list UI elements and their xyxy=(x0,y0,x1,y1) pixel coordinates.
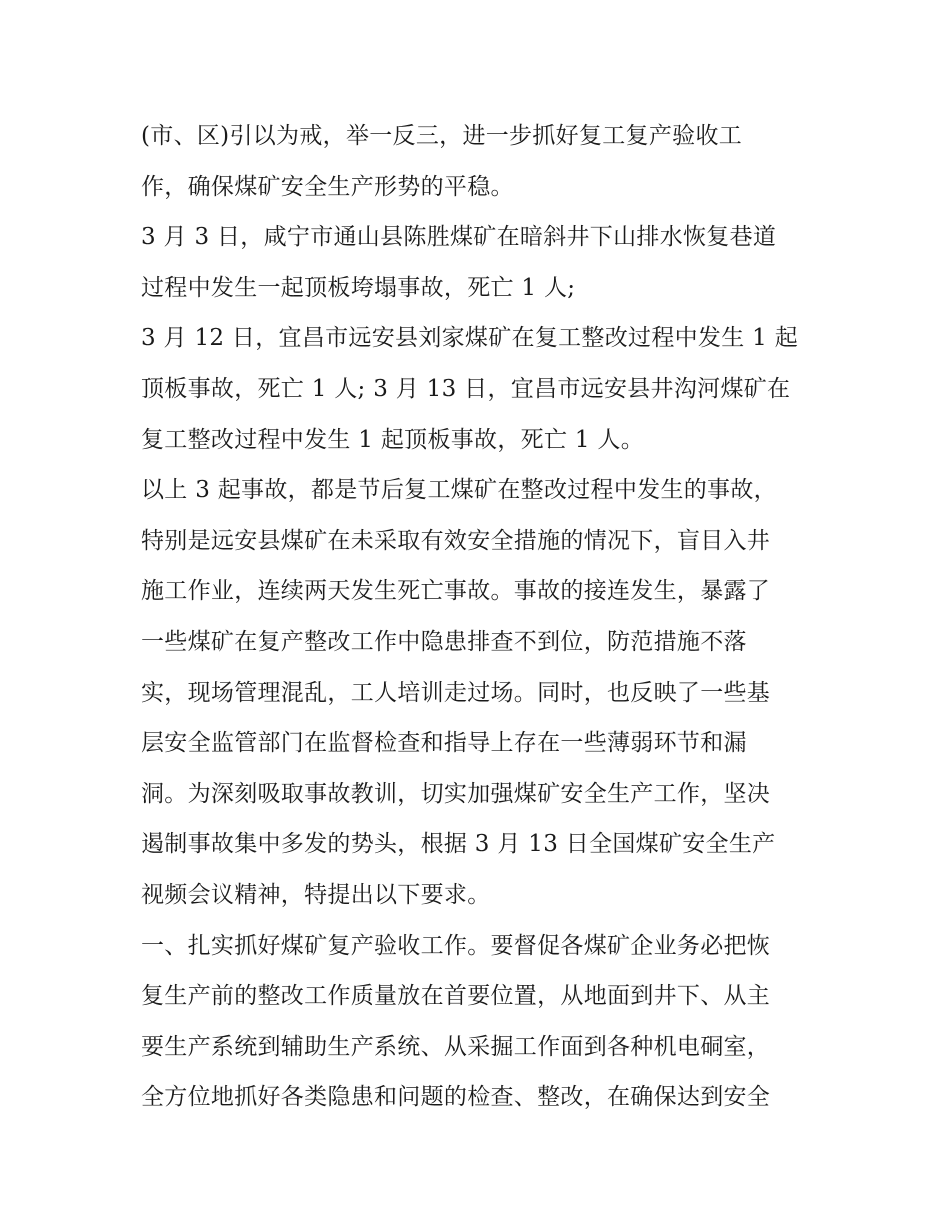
text-line: 3 月 12 日，宜昌市远安县刘家煤矿在复工整改过程中发生 1 起 xyxy=(141,325,798,352)
text-line: 过程中发生一起顶板垮塌事故，死亡 1 人; xyxy=(141,274,576,301)
text-line: 复工整改过程中发生 1 起顶板事故，死亡 1 人。 xyxy=(141,426,645,453)
text-line: 一、扎实抓好煤矿复产验收工作。要督促各煤矿企业务必把恢 xyxy=(141,932,771,959)
text-line: 顶板事故，死亡 1 人; 3 月 13 日，宜昌市远安县井沟河煤矿在 xyxy=(141,375,791,402)
text-line: 一些煤矿在复产整改工作中隐患排查不到位，防范措施不落 xyxy=(141,628,747,655)
text-line: 3 月 3 日，咸宁市通山县陈胜煤矿在暗斜井下山排水恢复巷道 xyxy=(141,224,777,251)
text-line: 遏制事故集中多发的势头，根据 3 月 13 日全国煤矿安全生产 xyxy=(141,831,776,858)
text-line: 洞。为深刻吸取事故教训，切实加强煤矿安全生产工作，坚决 xyxy=(141,780,771,807)
text-line: 要生产系统到辅助生产系统、从采掘工作面到各种机电硐室， xyxy=(141,1033,771,1060)
text-line: 全方位地抓好各类隐患和问题的检查、整改，在确保达到安全 xyxy=(141,1084,771,1111)
text-line: 特别是远安县煤矿在未采取有效安全措施的情况下，盲目入井 xyxy=(141,527,771,554)
body-text xyxy=(141,111,821,1123)
text-line: 复生产前的整改工作质量放在首要位置，从地面到井下、从主 xyxy=(141,983,771,1010)
text-line: 以上 3 起事故，都是节后复工煤矿在整改过程中发生的事故， xyxy=(141,477,777,504)
text-line: 作，确保煤矿安全生产形势的平稳。 xyxy=(141,173,514,200)
text-line: (市、区)引以为戒，举一反三，进一步抓好复工复产验收工 xyxy=(141,123,743,149)
text-line: 实，现场管理混乱，工人培训走过场。同时，也反映了一些基 xyxy=(141,679,771,706)
text-line: 施工作业，连续两天发生死亡事故。事故的接连发生，暴露了 xyxy=(141,578,771,605)
text-line: 视频会议精神，特提出以下要求。 xyxy=(141,881,491,908)
text-line: 层安全监管部门在监督检查和指导上存在一些薄弱环节和漏 xyxy=(141,730,747,757)
